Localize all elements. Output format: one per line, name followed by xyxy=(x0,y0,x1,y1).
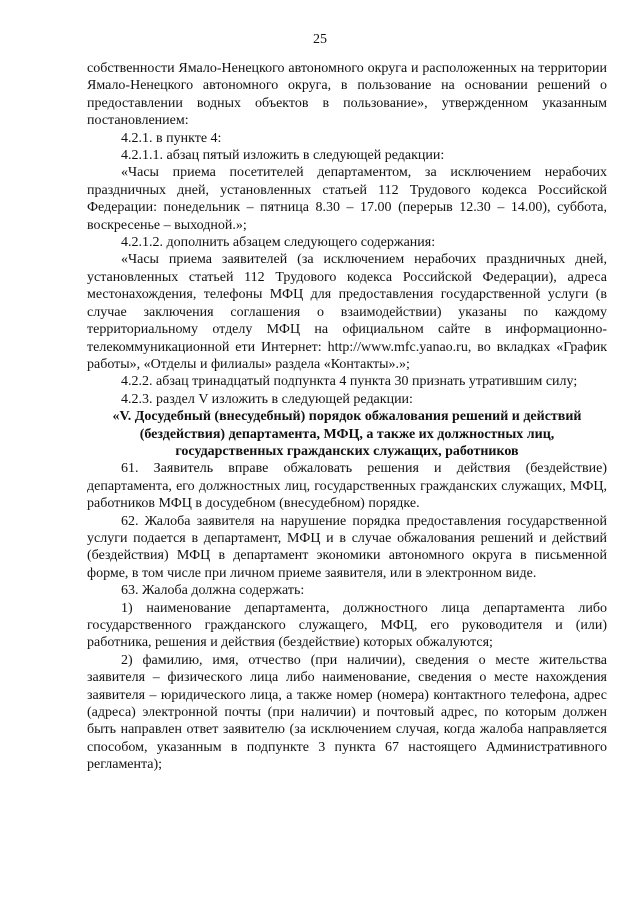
paragraph-63-item-1: 1) наименование департамента, должностного лица департамента либо государственного гражданского служащего, МФЦ, его руководителя и (или) работника, решения и действия (бездействие) которых обжалуются; xyxy=(87,600,607,651)
paragraph-62: 62. Жалоба заявителя на нарушение порядка предоставления государственной услуги подается в департамент, МФЦ и в случае обжалования решений и действий (бездействия) МФЦ в департамент экономики автономного округа в письменной форме, в том числе при личном приеме заявителя, или в электронном виде. xyxy=(87,513,607,581)
paragraph-4-2-1: 4.2.1. в пункте 4: xyxy=(121,130,222,146)
paragraph-4-2-1-1: 4.2.1.1. абзац пятый изложить в следующей редакции: xyxy=(121,148,445,164)
paragraph-quote-hours-visitors: «Часы приема посетителей департаментом, за исключением нерабочих праздничных дней, установленных статьей 112 Трудового кодекса Российской Федерации: понедельник – пятница 8.30 – 17.00 (перерыв 12.30 – 14.00), суббота, воскресенье – выходной.»; xyxy=(87,165,607,233)
paragraph-4-2-2: 4.2.2. абзац тринадцатый подпункта 4 пункта 30 признать утратившим силу; xyxy=(121,374,578,390)
paragraph-61: 61. Заявитель вправе обжаловать решения и действия (бездействие) департамента, его должностных лиц, государственных гражданских служащих, МФЦ, работников МФЦ в досудебном (внесудебном) порядке. xyxy=(87,461,607,512)
paragraph-63-item-2: 2) фамилию, имя, отчество (при наличии), сведения о месте жительства заявителя – физического лица либо наименование, сведения о месте нахождения заявителя – юридического лица, а также номер (номера) контактного телефона, адрес (адреса) электронной почты (при наличии) и почтовый адрес, по которым должен быть направлен ответ заявителю (за исключением случая, когда жалоба направляется способом, указанным в подпункте 3 пункта 67 настоящего Административного регламента); xyxy=(87,652,607,773)
document-body xyxy=(87,60,607,774)
page-number: 25 xyxy=(313,32,327,47)
paragraph-4-2-3: 4.2.3. раздел V изложить в следующей редакции: xyxy=(121,391,413,407)
paragraph-continuation: собственности Ямало-Ненецкого автономного округа и расположенных на территории Ямало-Ненецкого автономного округа, в пользование на основании решений о предоставлении водных объектов в пользование», утвержденном указанным постановлением: xyxy=(87,61,607,129)
paragraph-quote-hours-applicants: «Часы приема заявителей (за исключением нерабочих праздничных дней, установленных статьей 112 Трудового кодекса Российской Федерации), адреса местонахождения, телефоны МФЦ для предоставления государственной услуги (в случае заключения соглашения о взаимодействии) указаны по каждому территориальному отделу МФЦ на официальном сайте в информационно-телекоммуникационной ети Интернет: http://www.mfc.yanao.ru, во вкладках «График работы», «Отделы и филиалы» раздела «Контакты».»; xyxy=(87,252,607,372)
paragraph-63: 63. Жалоба должна содержать: xyxy=(121,583,305,599)
paragraph-4-2-1-2: 4.2.1.2. дополнить абзацем следующего содержания: xyxy=(121,235,436,251)
section-heading: «V. Досудебный (внесудебный) порядок обжалования решений и действий (бездействия) департамента, МФЦ, а также их должностных лиц, государственных гражданских служащих, работников xyxy=(112,409,582,459)
